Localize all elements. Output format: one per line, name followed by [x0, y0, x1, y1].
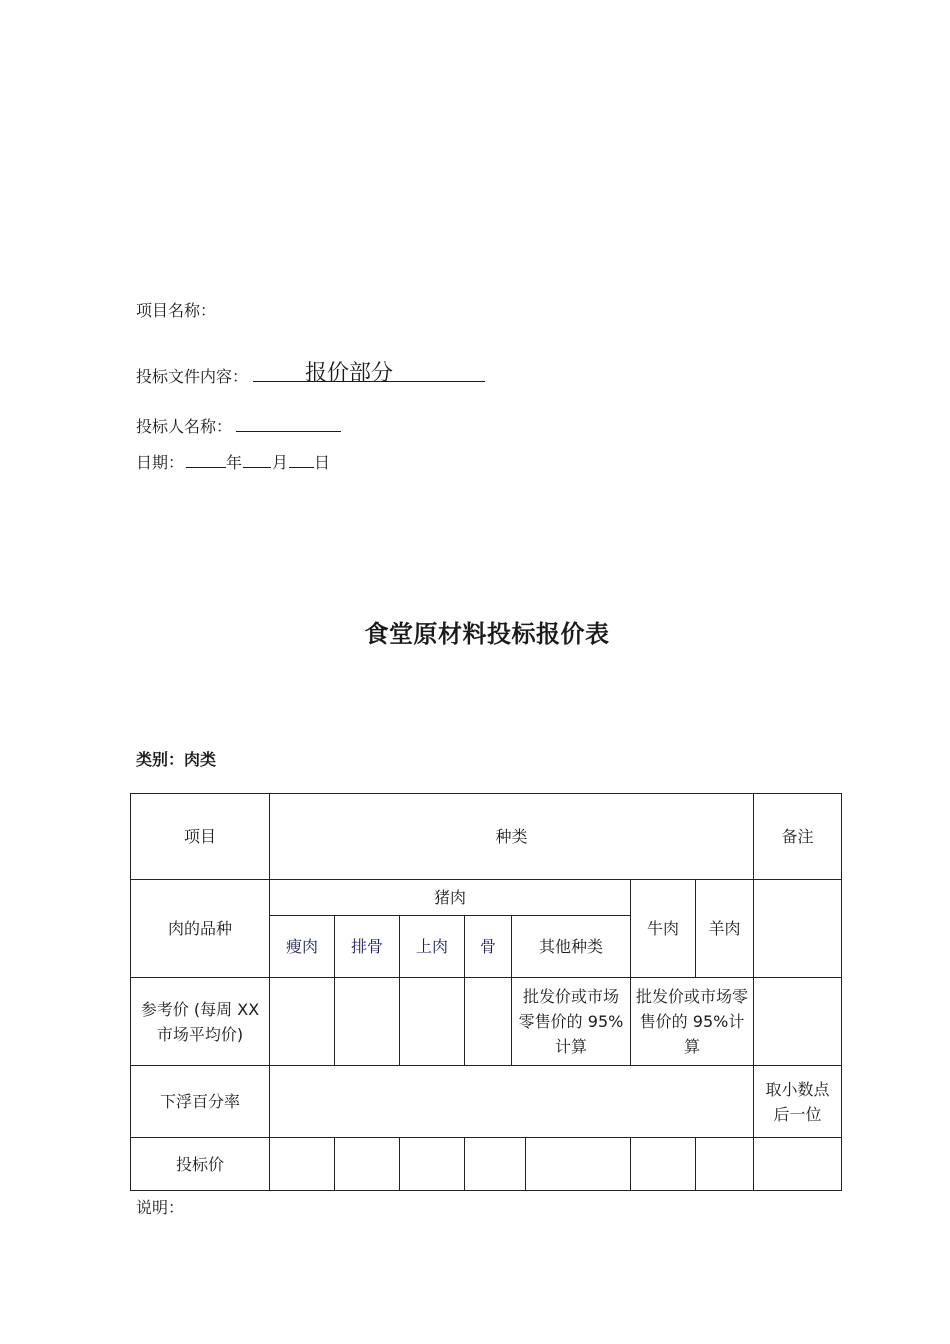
- bid-price-label: 投标价: [175, 1154, 224, 1174]
- bid-other-cell: [525, 1137, 631, 1191]
- bid-price-table: [130, 793, 842, 1191]
- bid-upper-meat-cell: [399, 1137, 465, 1191]
- mutton-label: 羊肉: [708, 919, 741, 938]
- item-header: 项目: [183, 827, 216, 846]
- pork-other-ref-text: 批发价或市场零售价的 95%计算: [518, 987, 624, 1056]
- beef-mutton-ref-text: 批发价或市场零售价的 95%计算: [635, 987, 748, 1056]
- bidder-name-label: 投标人名称：: [136, 417, 233, 436]
- date-year-label: 年: [226, 453, 243, 472]
- meat-variety-label: 肉的品种: [167, 919, 232, 938]
- other-kinds-label: 其他种类: [538, 937, 603, 956]
- bid-price-cell: [130, 1137, 270, 1191]
- bid-content-value: 报价部分: [305, 361, 394, 386]
- item-header-cell: [130, 793, 270, 880]
- beef-cell: [630, 879, 696, 978]
- discount-value-cell: [269, 1065, 754, 1138]
- bid-lean-cell: [269, 1137, 335, 1191]
- date-day-label: 日: [314, 453, 331, 472]
- category-label: 类别：肉类: [136, 750, 217, 769]
- ref-bone-cell: [464, 977, 512, 1066]
- discount-remark: 取小数点后一位: [765, 1079, 830, 1124]
- date-month-label: 月: [272, 453, 289, 472]
- bone-cell: [464, 915, 512, 978]
- ref-other-cell: [511, 977, 631, 1066]
- lean-cell: [269, 915, 335, 978]
- lean-label: 瘦肉: [285, 937, 318, 956]
- kind-header-cell: [269, 793, 754, 880]
- pork-label: 猪肉: [433, 888, 466, 907]
- other-kinds-cell: [511, 915, 631, 978]
- discount-label: 下浮百分率: [159, 1092, 240, 1111]
- bone-label: 骨: [479, 937, 496, 956]
- ribs-cell: [334, 915, 400, 978]
- upper-meat-label: 上肉: [415, 937, 448, 956]
- document-title: 食堂原材料投标报价表: [364, 620, 610, 648]
- meat-variety-cell: [130, 879, 270, 978]
- discount-cell: [130, 1065, 270, 1138]
- discount-remark-cell: [753, 1065, 842, 1138]
- upper-meat-cell: [399, 915, 465, 978]
- date-year-underline: [186, 467, 226, 468]
- date-day-underline: [289, 467, 314, 468]
- bid-mutton-cell: [695, 1137, 754, 1191]
- bid-beef-cell: [630, 1137, 696, 1191]
- note-label: 说明：: [136, 1198, 185, 1217]
- ref-price-label: 参考价 (每周 XX 市场平均价): [140, 999, 260, 1044]
- beef-label: 牛肉: [646, 919, 679, 938]
- date-month-underline: [243, 467, 271, 468]
- ribs-label: 排骨: [350, 937, 383, 956]
- bid-remark-cell: [753, 1137, 842, 1191]
- ref-ribs-cell: [334, 977, 400, 1066]
- bid-content-label: 投标文件内容：: [136, 367, 249, 386]
- ref-price-cell: [130, 977, 270, 1066]
- ref-upper-meat-cell: [399, 977, 465, 1066]
- ref-lean-cell: [269, 977, 335, 1066]
- remark-header-cell: [753, 793, 842, 880]
- ref-beef-mutton-cell: [630, 977, 754, 1066]
- mutton-cell: [695, 879, 754, 978]
- project-name-label: 项目名称：: [136, 301, 217, 320]
- bid-ribs-cell: [334, 1137, 400, 1191]
- meat-variety-remark-cell: [753, 879, 842, 978]
- bidder-name-underline: [236, 431, 341, 432]
- pork-header-cell: [269, 879, 631, 916]
- bid-bone-cell: [464, 1137, 526, 1191]
- ref-remark-cell: [753, 977, 842, 1066]
- remark-header: 备注: [781, 827, 814, 846]
- kind-header: 种类: [495, 827, 528, 846]
- date-label: 日期：: [136, 453, 185, 472]
- bid-content-underline: [253, 381, 485, 382]
